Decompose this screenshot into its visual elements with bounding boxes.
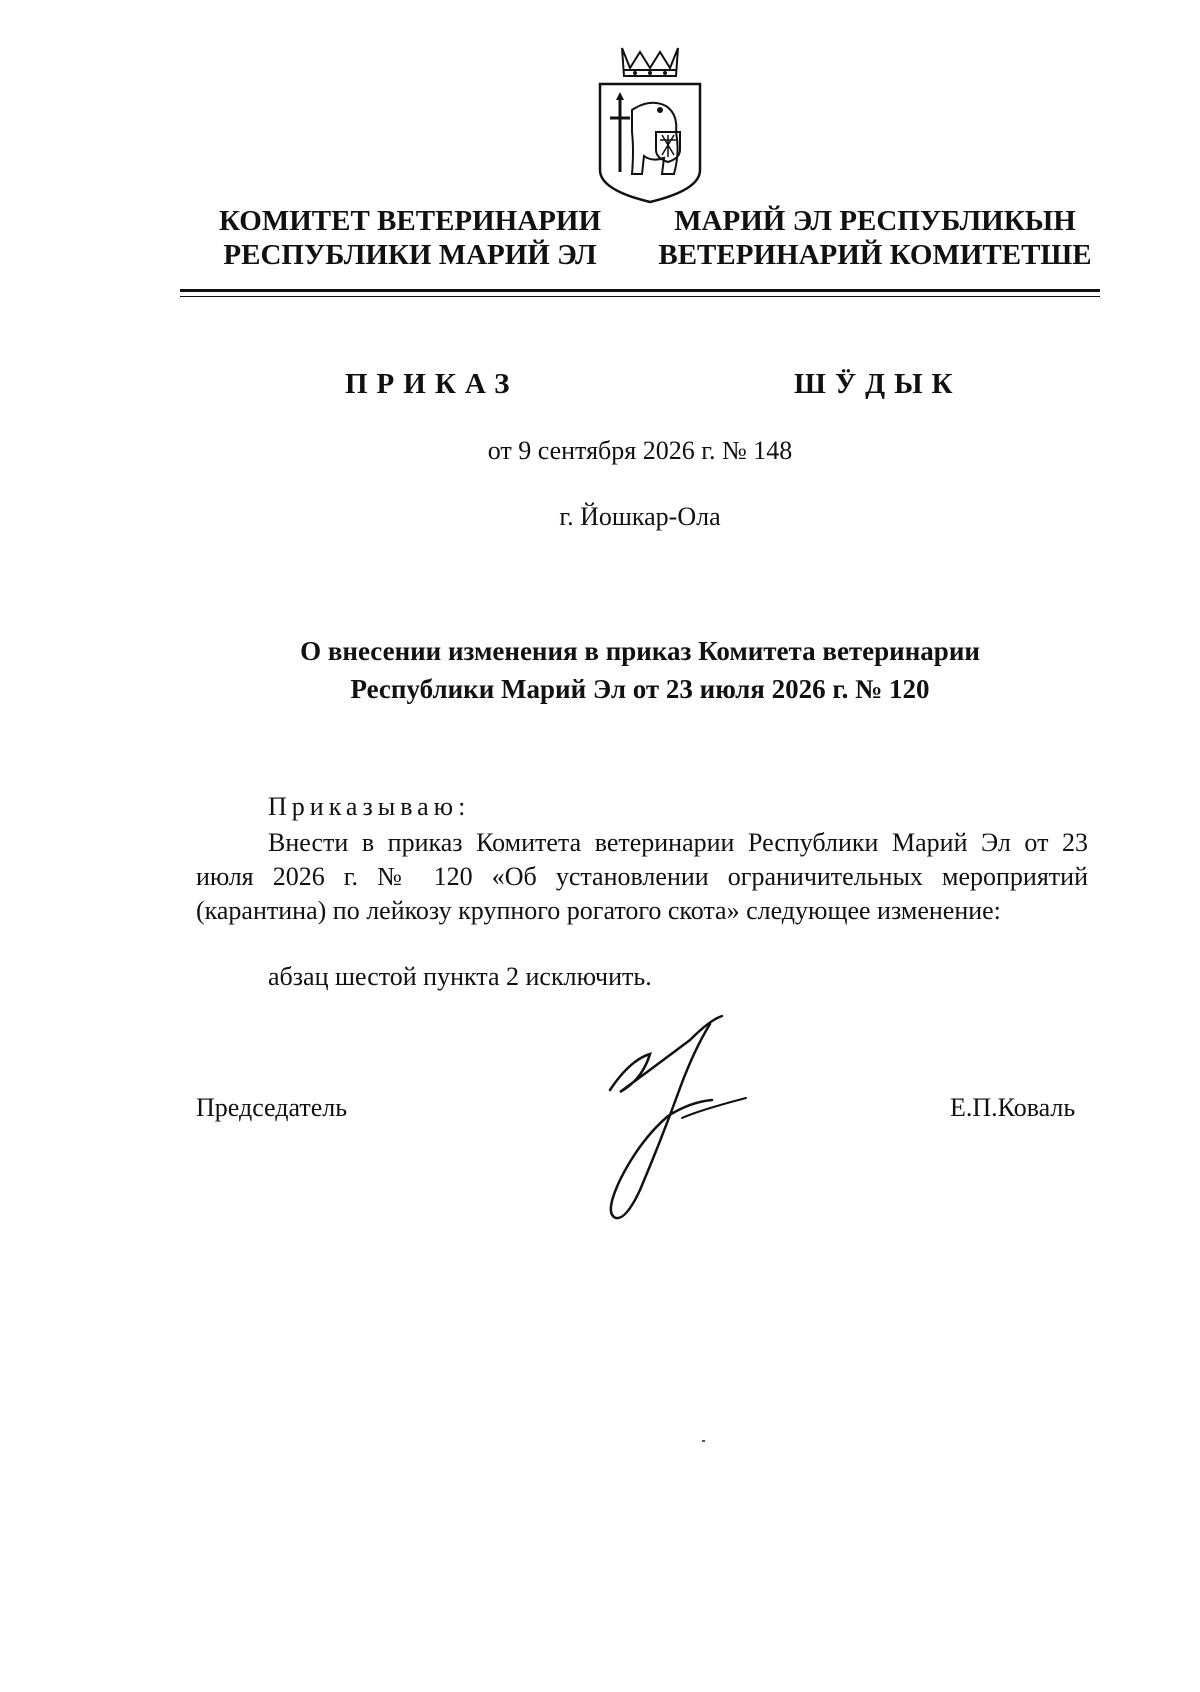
- signatory-name: Е.П.Коваль: [950, 1093, 1076, 1122]
- org-name-russian: [200, 204, 620, 272]
- document-city: г. Йошкар-Ола: [559, 502, 721, 531]
- scan-speck: [702, 1440, 705, 1442]
- document-subject: [200, 632, 1080, 708]
- document-subject-line2: Республики Марий Эл от 23 июля 2026 г. № 120: [350, 674, 930, 704]
- orders-heading: Приказываю:: [268, 792, 471, 821]
- header-divider-thin: [180, 296, 1100, 297]
- signatory-position: Председатель: [196, 1093, 348, 1122]
- org-name-mari: [650, 204, 1100, 272]
- header-divider-thick: [180, 289, 1100, 292]
- org-name-mari-line2: ВЕТЕРИНАРИЙ КОМИТЕТШЕ: [658, 239, 1092, 271]
- order-paragraph: Внести в приказ Комитета ветеринарии Республики Марий Эл от 23 июля 2026 г. № 120 «Об установлении ограничительных мероприятий (карантина) по лейкозу крупного рогатого скота» следующее изменение:: [196, 828, 1088, 925]
- document-title-russian: ПРИКАЗ: [345, 368, 519, 400]
- document-date-number: от 9 сентября 2026 г. № 148: [487, 436, 793, 465]
- document-subject-line1: О внесении изменения в приказ Комитета ветеринарии: [300, 636, 980, 666]
- org-name-mari-line1: МАРИЙ ЭЛ РЕСПУБЛИКЫН: [674, 205, 1076, 237]
- org-name-russian-line2: РЕСПУБЛИКИ МАРИЙ ЭЛ: [223, 239, 597, 271]
- document-title-mari: ШӰДЫК: [794, 368, 962, 400]
- coat-of-arms-icon: [590, 40, 710, 205]
- order-clause: абзац шестой пункта 2 исключить.: [268, 962, 652, 991]
- handwritten-signature: [590, 1010, 770, 1230]
- org-name-russian-line1: КОМИТЕТ ВЕТЕРИНАРИИ: [218, 205, 602, 237]
